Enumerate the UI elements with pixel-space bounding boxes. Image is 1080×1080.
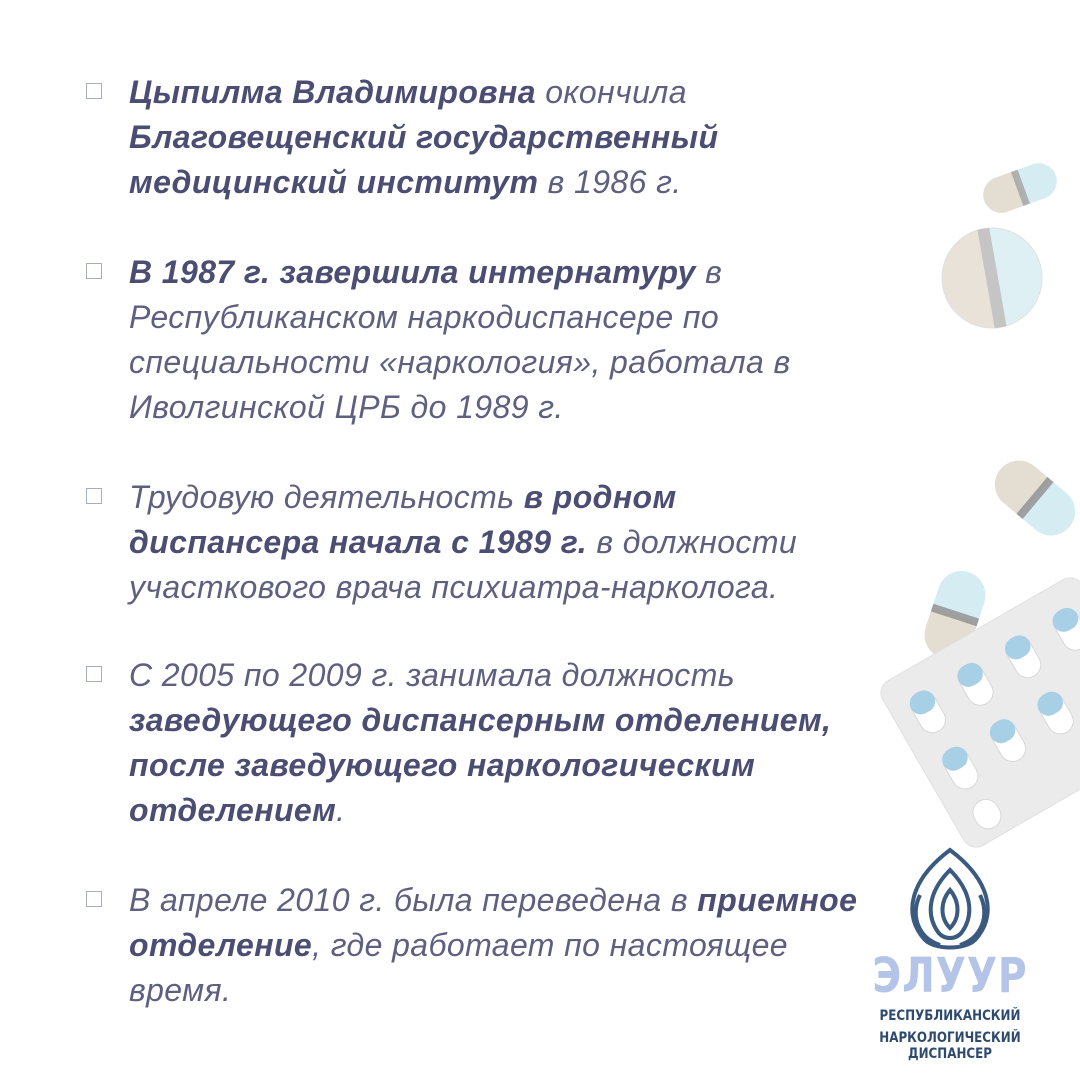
text-segment: Трудовую деятельность: [129, 479, 524, 515]
list-item: [86, 250, 866, 430]
capsule-icon: [978, 158, 1062, 218]
bold-segment: в родном диспансера начала с 1989 г.: [129, 479, 677, 560]
text-segment: окончила: [535, 74, 687, 110]
logo-name: ЭЛУУР: [872, 948, 1028, 1004]
list-item-text: [129, 70, 866, 205]
capsule-icon: [985, 451, 1080, 546]
blister-pack-icon: [876, 573, 1080, 853]
square-bullet-icon: [86, 891, 102, 907]
capsule-icon: [918, 565, 991, 665]
bold-segment: приемное отделение: [129, 882, 858, 963]
square-bullet-icon: [86, 263, 102, 279]
text-segment: в Республиканском наркодиспансере по специальности «наркология», работала в Иволгинской ЦРБ до 1989 г.: [129, 254, 791, 425]
logo-subtitle-line2: НАРКОЛОГИЧЕСКИЙ ДИСПАНСЕР: [879, 1030, 1021, 1062]
bold-segment: Цыпилма Владимировна: [129, 74, 536, 110]
text-segment: в 1986 г.: [538, 164, 682, 200]
logo: [840, 840, 1080, 1080]
text-segment: С 2005 по 2009 г. занимала должность: [129, 657, 735, 693]
tablet-icon: [934, 220, 1050, 336]
list-item: [86, 878, 866, 1013]
bold-segment: Благовещенский государственный медицинский институт: [129, 119, 719, 200]
list-item: [86, 70, 866, 205]
square-bullet-icon: [86, 83, 102, 99]
text-segment: в должности участкового врача психиатра-нарколога.: [129, 524, 798, 605]
list-item: [86, 475, 866, 610]
text-segment: В апреле 2010 г. была переведена в: [129, 882, 698, 918]
list-item-text: [129, 878, 866, 1013]
square-bullet-icon: [86, 488, 102, 504]
text-segment: , где работает по настоящее время.: [129, 927, 788, 1008]
bold-segment: В 1987 г. завершила интернатуру: [129, 254, 696, 290]
list-item-text: [129, 475, 866, 610]
list-item-text: [129, 250, 866, 430]
logo-subtitle-line1: РЕСПУБЛИКАНСКИЙ: [879, 1008, 1021, 1024]
square-bullet-icon: [86, 666, 102, 682]
list-item: [86, 653, 866, 833]
text-segment: .: [336, 792, 346, 828]
list-item-text: [129, 653, 866, 833]
bold-segment: заведующего диспансерным отделением, после заведующего наркологическим отделением: [129, 702, 832, 828]
lotus-emblem-icon: [840, 840, 1060, 950]
